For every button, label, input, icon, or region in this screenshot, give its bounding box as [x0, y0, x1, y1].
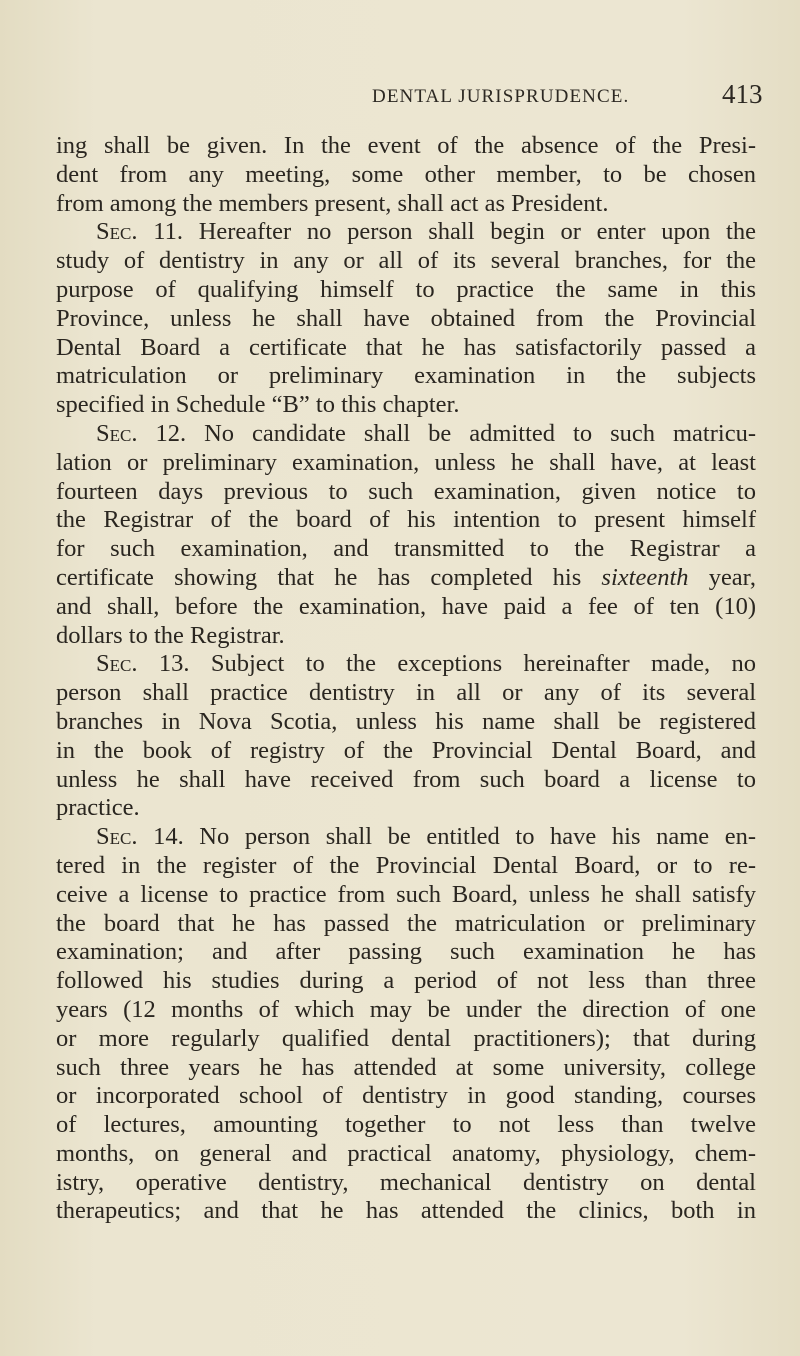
section-12-first-line — [56, 420, 756, 449]
text-line: such three years he has attended at some university, college — [56, 1053, 756, 1081]
text-fragment: Hereafter no person shall begin or enter upon the — [198, 218, 756, 246]
text-line: practice. — [56, 794, 140, 822]
text-fragment: year, — [708, 563, 756, 591]
text-line: Dental Board a certificate that he has satisfactorily passed a — [56, 333, 756, 361]
text-line: dollars to the Registrar. — [56, 621, 285, 649]
text-line: Province, unless he shall have obtained from the Provincial — [56, 304, 756, 332]
page-number: 413 — [722, 79, 763, 109]
text-line: or incorporated school of dentistry in good standing, courses — [56, 1082, 756, 1110]
text-line: of lectures, amounting together to not less than twelve — [56, 1111, 756, 1139]
text-line: dent from any meeting, some other member, to be chosen — [56, 160, 756, 188]
text-line: unless he shall have received from such board a license to — [56, 765, 756, 793]
text-line: followed his studies during a period of not less than three — [56, 967, 756, 995]
section-11-label: Sec. 11. — [96, 218, 183, 246]
running-head: DENTAL JURISPRUDENCE. — [372, 86, 630, 107]
text-line: and shall, before the examination, have paid a fee of ten (10) — [56, 592, 756, 620]
text-line: the board that he has passed the matriculation or preliminary — [56, 909, 756, 937]
section-13-label: Sec. 13. — [96, 650, 190, 678]
text-line: for such examination, and transmitted to the Registrar a — [56, 535, 756, 563]
text-fragment: certificate showing that he has completed his — [56, 563, 582, 591]
text-fragment: No candidate shall be admitted to such matricu- — [204, 419, 756, 447]
text-line: fourteen days previous to such examination, given notice to — [56, 477, 756, 505]
italic-word: sixteenth — [601, 563, 689, 591]
text-line: purpose of qualifying himself to practice the same in this — [56, 275, 756, 303]
section-14-first-line — [56, 823, 756, 852]
text-line: examination; and after passing such examination he has — [56, 938, 756, 966]
text-line: tered in the register of the Provincial Dental Board, or to re- — [56, 851, 756, 879]
text-line: person shall practice dentistry in all or any of its several — [56, 679, 756, 707]
text-line: specified in Schedule “B” to this chapter. — [56, 391, 460, 419]
text-line: years (12 months of which may be under the direction of one — [56, 995, 756, 1023]
text-line: branches in Nova Scotia, unless his name shall be registered — [56, 707, 756, 735]
text-fragment: Subject to the exceptions hereinafter made, no — [210, 650, 756, 678]
section-11-first-line — [56, 218, 756, 247]
text-line: ceive a license to practice from such Board, unless he shall satisfy — [56, 880, 756, 908]
section-13-first-line — [56, 650, 756, 679]
text-line: months, on general and practical anatomy, physiology, chem- — [56, 1139, 756, 1167]
text-line: matriculation or preliminary examination in the subjects — [56, 362, 756, 390]
page-header — [0, 76, 800, 112]
text-line: in the book of registry of the Provincial Dental Board, and — [56, 736, 756, 764]
text-line-with-italic — [56, 564, 756, 593]
text-line: the Registrar of the board of his intention to present himself — [56, 506, 756, 534]
text-line: ing shall be given. In the event of the absence of the Presi- — [56, 132, 756, 159]
text-line: from among the members present, shall act as President. — [56, 189, 609, 217]
text-line: lation or preliminary examination, unless he shall have, at least — [56, 448, 756, 476]
text-line: or more regularly qualified dental practitioners); that during — [56, 1024, 756, 1052]
body-text — [56, 132, 756, 1226]
section-12-label: Sec. 12. — [96, 419, 187, 447]
text-fragment: No person shall be entitled to have his name en- — [199, 823, 756, 851]
text-line: therapeutics; and that he has attended the clinics, both in — [56, 1197, 756, 1225]
text-line: istry, operative dentistry, mechanical dentistry on dental — [56, 1168, 756, 1196]
text-line: study of dentistry in any or all of its several branches, for the — [56, 247, 756, 275]
section-14-label: Sec. 14. — [96, 823, 184, 851]
